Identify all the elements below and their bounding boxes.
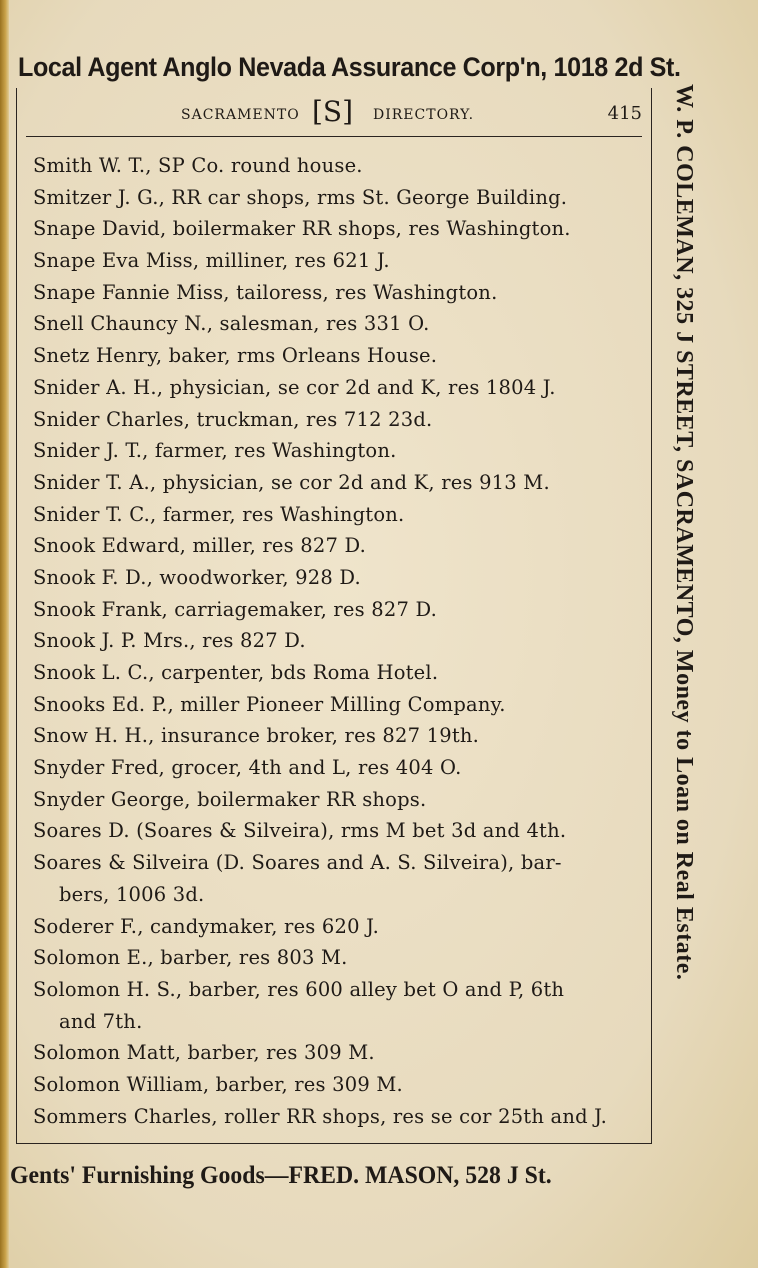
directory-entry: Solomon William, barber, res 309 M.	[33, 1072, 403, 1096]
directory-entry: Snyder George, boilermaker RR shops.	[33, 787, 427, 811]
directory-entry: Soderer F., candymaker, res 620 J.	[33, 914, 380, 938]
header-directory: DIRECTORY.	[373, 107, 475, 123]
directory-entry: Soares D. (Soares & Silveira), rms M bet 3d and 4th.	[33, 819, 567, 843]
entry-continuation: and 7th.	[59, 1009, 143, 1033]
directory-entry: Snook F. D., woodworker, 928 D.	[33, 565, 361, 589]
directory-entries	[33, 150, 645, 1132]
entry-continuation: bers, 1006 3d.	[59, 882, 205, 906]
directory-entry: Smith W. T., SP Co. round house.	[33, 154, 363, 177]
book-spine-edge	[0, 0, 9, 1268]
entry-text: Solomon H. S., barber, res 600 alley bet O and P, 6th	[33, 977, 565, 1001]
directory-entry: Snell Chauncy N., salesman, res 331 O.	[33, 312, 430, 336]
directory-entry: Snape Fannie Miss, tailoress, res Washington.	[33, 280, 498, 304]
directory-entry: Solomon E., barber, res 803 M.	[33, 946, 348, 970]
header-section-letter: [S]	[312, 95, 354, 128]
directory-entry: Snyder Fred, grocer, 4th and L, res 404 O.	[33, 756, 462, 780]
directory-entry: Snook L. C., carpenter, bds Roma Hotel.	[33, 661, 439, 684]
directory-entry	[33, 974, 645, 1037]
directory-entry: Snetz Henry, baker, rms Orleans House.	[33, 344, 438, 368]
directory-entry: Snook Edward, miller, res 827 D.	[33, 534, 366, 558]
directory-entry	[33, 847, 645, 910]
directory-entry: Snider T. C., farmer, res Washington.	[33, 502, 405, 526]
header-city: SACRAMENTO	[181, 107, 300, 123]
directory-entry: Snider J. T., farmer, res Washington.	[33, 439, 397, 463]
directory-entry: Snow H. H., insurance broker, res 827 19th.	[33, 724, 480, 748]
directory-entry: Snook Frank, carriagemaker, res 827 D.	[33, 597, 438, 621]
directory-entry: Snider Charles, truckman, res 712 23d.	[33, 407, 433, 431]
entry-text: Soares & Silveira (D. Soares and A. S. Silveira), bar-	[33, 851, 562, 875]
bottom-advertisement: Gents' Furnishing Goods—FRED. MASON, 528 J St.	[10, 1162, 552, 1189]
directory-entry: Smitzer J. G., RR car shops, rms St. George Building.	[33, 185, 568, 209]
directory-entry: Snook J. P. Mrs., res 827 D.	[33, 629, 306, 653]
directory-entry: Snider T. A., physician, se cor 2d and K, res 913 M.	[33, 470, 550, 494]
directory-entry: Snooks Ed. P., miller Pioneer Milling Company.	[33, 692, 506, 716]
page-number: 415	[607, 103, 642, 124]
header-rule	[26, 136, 642, 137]
directory-entry: Snape David, boilermaker RR shops, res Washington.	[33, 217, 571, 241]
top-advertisement: Local Agent Anglo Nevada Assurance Corp'n, 1018 2d St.	[18, 52, 681, 82]
directory-entry: Sommers Charles, roller RR shops, res se cor 25th and J.	[33, 1104, 608, 1128]
footer-rule	[16, 1143, 652, 1144]
directory-entry: Snider A. H., physician, se cor 2d and K, res 1804 J.	[33, 375, 556, 399]
side-advertisement: W. P. COLEMAN, 325 J STREET, SACRAMENTO, Money to Loan on Real Estate.	[671, 84, 697, 981]
directory-entry: Snape Eva Miss, milliner, res 621 J.	[33, 249, 390, 273]
directory-entry: Solomon Matt, barber, res 309 M.	[33, 1041, 375, 1065]
running-header	[26, 95, 644, 134]
